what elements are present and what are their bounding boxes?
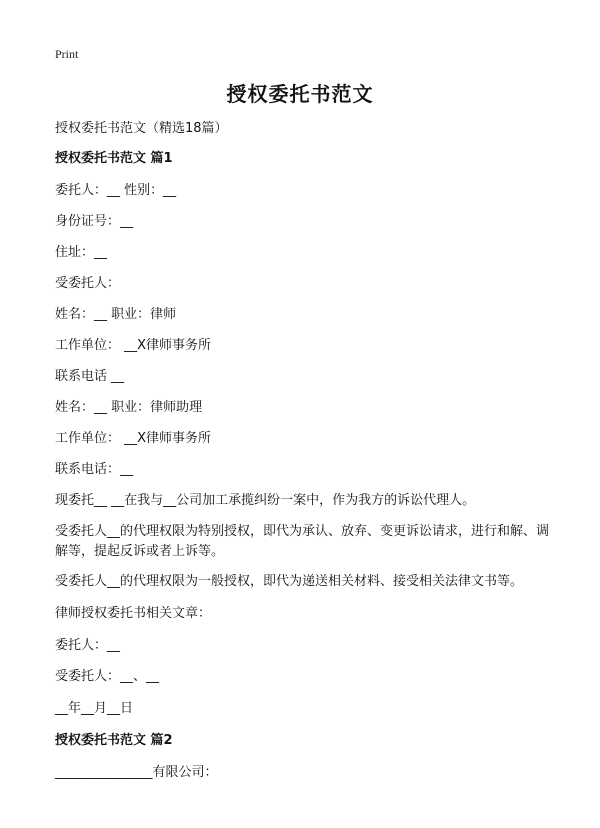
signature-agent-line: 受委托人：__、__ bbox=[55, 669, 160, 684]
agent1-phone-line: 联系电话 __ bbox=[55, 369, 125, 384]
agent2-workplace-line: 工作单位： __X律师事务所 bbox=[55, 431, 212, 446]
related-articles-line: 律师授权委托书相关文章： bbox=[55, 606, 212, 621]
section-heading-1: 授权委托书范文 篇1 bbox=[55, 151, 173, 166]
id-number-line: 身份证号：__ bbox=[55, 214, 134, 229]
general-authority-paragraph: 受委托人__的代理权限为一般授权，即代为递送相关材料、接受相关法律文书等。 bbox=[55, 574, 524, 589]
agent1-name-line: 姓名：__ 职业：律师 bbox=[55, 307, 177, 322]
address-line: 住址：__ bbox=[55, 245, 108, 260]
special-authority-paragraph: 受委托人__的代理权限为特别授权，即代为承认、放弃、变更诉讼请求，进行和解、调解等，提起反诉或者上诉等。 bbox=[55, 524, 550, 559]
subtitle: 授权委托书范文（精选18篇） bbox=[55, 121, 228, 136]
agent1-workplace-line: 工作单位： __X律师事务所 bbox=[55, 338, 212, 353]
section-heading-2: 授权委托书范文 篇2 bbox=[55, 733, 173, 748]
date-line: __年__月__日 bbox=[55, 701, 134, 716]
signature-principal-line: 委托人：__ bbox=[55, 638, 121, 653]
principal-line: 委托人：__ 性别：__ bbox=[55, 183, 177, 198]
commission-paragraph: 现委托__ __在我与__公司加工承揽纠纷一案中，作为我方的诉讼代理人。 bbox=[55, 493, 476, 508]
agent2-phone-line: 联系电话：__ bbox=[55, 462, 134, 477]
agent2-name-line: 姓名：__ 职业：律师助理 bbox=[55, 400, 203, 415]
document-title: 授权委托书范文 bbox=[226, 82, 374, 106]
agent-label-line: 受委托人： bbox=[55, 276, 121, 291]
print-link[interactable]: Print bbox=[55, 47, 79, 61]
company-salutation-line: _______________有限公司： bbox=[55, 765, 218, 780]
